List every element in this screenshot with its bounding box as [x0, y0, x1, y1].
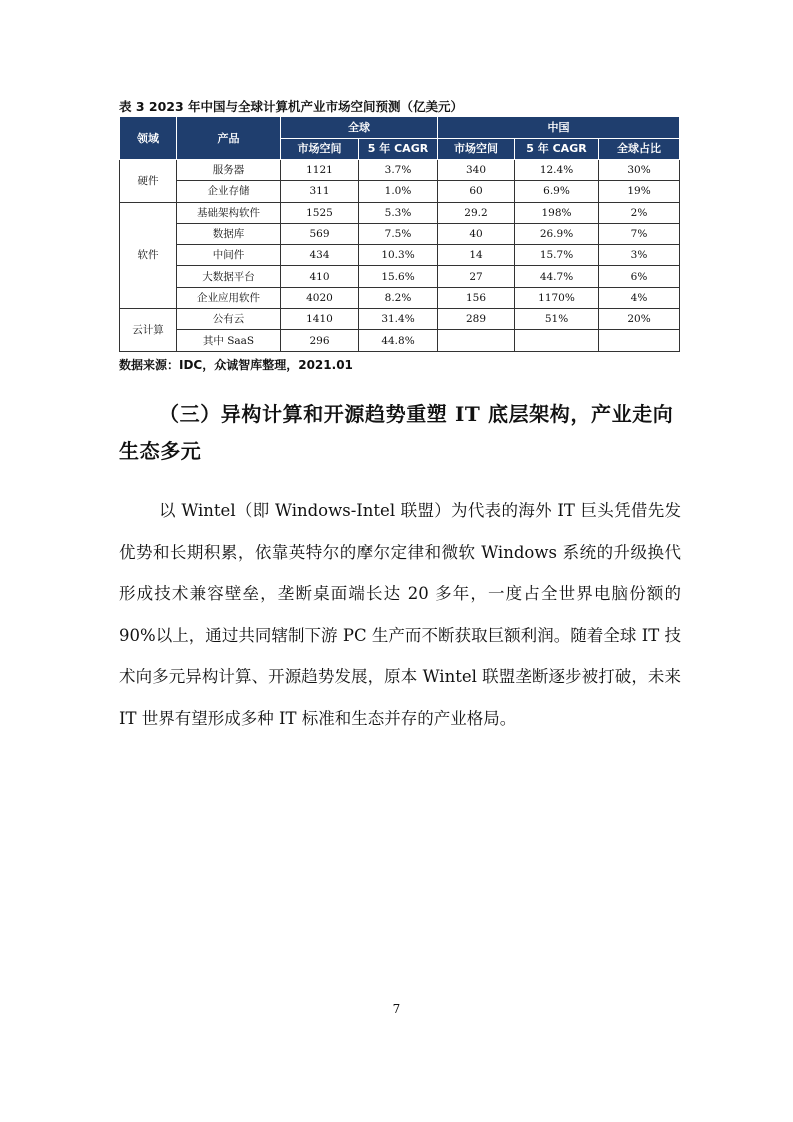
global-market-size-cell: 1410 — [281, 309, 359, 330]
china-global-share-cell: 2% — [599, 202, 680, 223]
table-row — [120, 287, 680, 308]
global-market-size-cell: 311 — [281, 181, 359, 202]
global-cagr-cell: 8.2% — [359, 287, 438, 308]
table-row — [120, 181, 680, 202]
china-cagr-cell: 1170% — [515, 287, 599, 308]
global-market-size-cell: 4020 — [281, 287, 359, 308]
china-cagr-cell: 26.9% — [515, 223, 599, 244]
china-market-size-cell — [438, 330, 515, 351]
table-row — [120, 330, 680, 351]
china-market-size-cell: 156 — [438, 287, 515, 308]
china-cagr-cell — [515, 330, 599, 351]
product-cell: 其中 SaaS — [177, 330, 281, 351]
table-body — [120, 160, 680, 352]
china-market-size-cell: 27 — [438, 266, 515, 287]
header-china: 中国 — [438, 117, 680, 139]
header-product: 产品 — [177, 117, 281, 160]
global-cagr-cell: 3.7% — [359, 160, 438, 181]
china-market-size-cell: 340 — [438, 160, 515, 181]
global-cagr-cell: 7.5% — [359, 223, 438, 244]
table-caption: 表 3 2023 年中国与全球计算机产业市场空间预测（亿美元） — [119, 99, 464, 114]
global-cagr-cell: 15.6% — [359, 266, 438, 287]
market-table — [119, 116, 680, 352]
china-global-share-cell: 19% — [599, 181, 680, 202]
global-cagr-cell: 1.0% — [359, 181, 438, 202]
body-paragraph: 以 Wintel（即 Windows-Intel 联盟）为代表的海外 IT 巨头凭借先发优势和长期积累，依靠英特尔的摩尔定律和微软 Windows 系统的升级换代形成技术兼容壁垒，垄断桌面端长达 20 多年，一度占全世界电脑份额的 90%以上，通过共同辖制下游 PC 生产而不断获取巨额利润。随着全球 IT 技术向多元异构计算、开源趋势发展，原本 Wintel 联盟垄断逐步被打破，未来 IT 世界有望形成多种 IT 标准和生态并存的产业格局。 — [119, 501, 681, 728]
china-cagr-cell: 15.7% — [515, 245, 599, 266]
china-cagr-cell: 51% — [515, 309, 599, 330]
china-market-size-cell: 29.2 — [438, 202, 515, 223]
header-global-cagr: 5 年 CAGR — [359, 139, 438, 160]
china-global-share-cell — [599, 330, 680, 351]
product-cell: 服务器 — [177, 160, 281, 181]
global-cagr-cell: 31.4% — [359, 309, 438, 330]
china-cagr-cell: 12.4% — [515, 160, 599, 181]
china-market-size-cell: 289 — [438, 309, 515, 330]
global-cagr-cell: 44.8% — [359, 330, 438, 351]
domain-cell: 软件 — [120, 202, 177, 308]
china-market-size-cell: 14 — [438, 245, 515, 266]
global-market-size-cell: 1121 — [281, 160, 359, 181]
china-global-share-cell: 3% — [599, 245, 680, 266]
global-market-size-cell: 296 — [281, 330, 359, 351]
product-cell: 中间件 — [177, 245, 281, 266]
domain-cell: 云计算 — [120, 309, 177, 352]
china-cagr-cell: 44.7% — [515, 266, 599, 287]
header-domain: 领域 — [120, 117, 177, 160]
header-china-global-share: 全球占比 — [599, 139, 680, 160]
china-market-size-cell: 40 — [438, 223, 515, 244]
global-cagr-cell: 5.3% — [359, 202, 438, 223]
table-row — [120, 266, 680, 287]
section-heading: （三）异构计算和开源趋势重塑 IT 底层架构，产业走向生态多元 — [119, 402, 674, 463]
table-source-note: 数据来源：IDC，众诚智库整理，2021.01 — [119, 358, 353, 372]
product-cell: 数据库 — [177, 223, 281, 244]
china-global-share-cell: 7% — [599, 223, 680, 244]
domain-cell: 硬件 — [120, 160, 177, 203]
china-global-share-cell: 20% — [599, 309, 680, 330]
product-cell: 大数据平台 — [177, 266, 281, 287]
global-market-size-cell: 434 — [281, 245, 359, 266]
china-global-share-cell: 4% — [599, 287, 680, 308]
product-cell: 企业应用软件 — [177, 287, 281, 308]
china-market-size-cell: 60 — [438, 181, 515, 202]
product-cell: 公有云 — [177, 309, 281, 330]
header-china-cagr: 5 年 CAGR — [515, 139, 599, 160]
table-row — [120, 223, 680, 244]
china-cagr-cell: 198% — [515, 202, 599, 223]
header-global-market-size: 市场空间 — [281, 139, 359, 160]
page-number: 7 — [392, 1002, 401, 1016]
table-row — [120, 309, 680, 330]
table-row — [120, 160, 680, 181]
header-china-market-size: 市场空间 — [438, 139, 515, 160]
global-cagr-cell: 10.3% — [359, 245, 438, 266]
china-global-share-cell: 6% — [599, 266, 680, 287]
header-global: 全球 — [281, 117, 438, 139]
china-cagr-cell: 6.9% — [515, 181, 599, 202]
global-market-size-cell: 569 — [281, 223, 359, 244]
product-cell: 基础架构软件 — [177, 202, 281, 223]
global-market-size-cell: 410 — [281, 266, 359, 287]
table-row — [120, 245, 680, 266]
global-market-size-cell: 1525 — [281, 202, 359, 223]
table-row — [120, 202, 680, 223]
product-cell: 企业存储 — [177, 181, 281, 202]
china-global-share-cell: 30% — [599, 160, 680, 181]
